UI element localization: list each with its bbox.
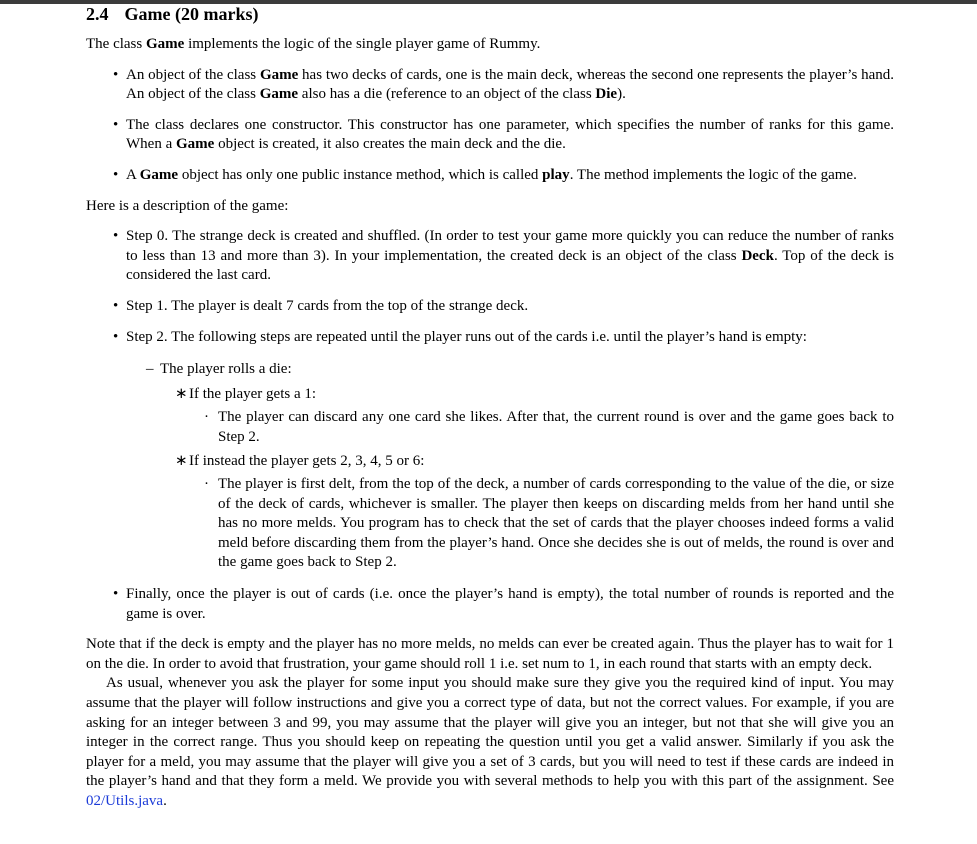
case-one: ∗ If the player gets a 1:: [175, 385, 317, 402]
section-title: Game (20 marks): [124, 4, 259, 24]
utils-link[interactable]: 02/Utils.java: [86, 793, 164, 809]
document-page: [86, 3, 894, 812]
game-steps-list: [86, 227, 894, 624]
intro-paragraph: The class Game implements the logic of the single player game of Rummy.: [86, 36, 541, 52]
step-2: • Step 2. The following steps are repeated until the player runs out of the cards i.e. until the player’s hand is empty:: [113, 328, 807, 345]
case-one-detail: · The player can discard any one card she likes. After that, the current round is over and the game goes back to Step 2.: [204, 409, 894, 445]
list-item: • A Game object has only one public instance method, which is called play. The method implements the logic of the game.: [113, 166, 857, 183]
list-item: • The class declares one constructor. This constructor has one parameter, which specifies the number of ranks for this game. When a Game object is created, it also creates the main deck and the die.: [113, 116, 894, 153]
step-0: • Step 0. The strange deck is created and shuffled. (In order to test your game more quickly you can reduce the number of ranks to less than 13 and more than 3). In your implementation, the created deck is an object of the class Deck. Top of the deck is considered the last card.: [113, 228, 894, 284]
case-two: ∗ If instead the player gets 2, 3, 4, 5 or 6:: [175, 452, 425, 469]
note-paragraph: Note that if the deck is empty and the player has no more melds, no melds can ever be created again. Thus the player has to wait for 1 on the die. In order to avoid that frustration, your game should roll 1 i.e. set num to 1, in each round that starts with an empty deck.: [86, 636, 894, 672]
description-intro: Here is a description of the game:: [86, 197, 289, 214]
section-number: 2.4: [86, 4, 109, 24]
step-finally: • Finally, once the player is out of cards (i.e. once the player’s hand is empty), the total number of rounds is reported and the game is over.: [113, 586, 894, 622]
input-paragraph: As usual, whenever you ask the player for some input you should make sure they give you the required kind of input. You may assume that the player will follow instructions and give you a correct type of data, but not the correct values. For example, if you are asking for an integer between 3 and 99, you may assume that the player will give you an integer, but not that she will give you an integer in the correct range. Thus you should keep on repeating the question until you get a valid answer. Similarly if you ask the player for a meld, you may assume that the player will give you a set of 3 cards, but you will need to test if these cards are indeed in the player’s hand and that they form a meld. We provide you with several methods to help you with this part of the assignment. See 02/Utils.java.: [86, 675, 894, 809]
case-two-detail: · The player is first delt, from the top of the deck, a number of cards corresponding to the value of the die, or size of the deck of cards, whichever is smaller. The player then keeps on discarding melds from her hand until she has no more melds. You program has to check that the set of cards that the player chooses indeed forms a valid meld before discarding them from the player’s hand. Once she decides she is out of melds, the round is over and the game goes back to Step 2.: [204, 476, 894, 571]
class-description-list: [86, 66, 894, 186]
section-heading: [86, 3, 894, 25]
step-1: • Step 1. The player is dealt 7 cards from the top of the strange deck.: [113, 297, 529, 314]
roll-die-item: – The player rolls a die:: [146, 361, 292, 378]
list-item: • An object of the class Game has two decks of cards, one is the main deck, whereas the second one represents the player’s hand. An object of the class Game also has a die (reference to an object of the class Die).: [113, 66, 894, 103]
